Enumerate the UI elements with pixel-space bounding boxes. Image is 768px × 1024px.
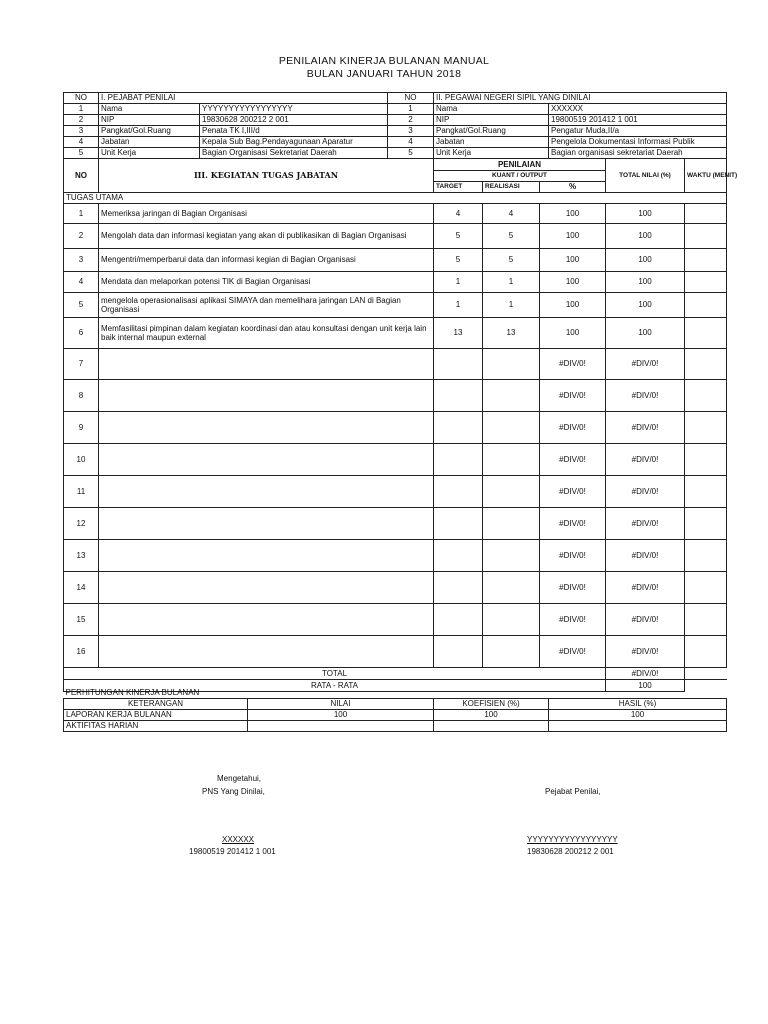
pegawai-field-label: Pangkat/Gol.Ruang xyxy=(434,126,549,137)
calculation-row xyxy=(64,720,727,731)
task-realisasi: 4 xyxy=(483,204,540,223)
task-realisasi: 5 xyxy=(483,224,540,248)
calculation-header: KOEFISIEN (%) xyxy=(434,698,549,709)
task-row xyxy=(64,508,727,540)
identity-row xyxy=(64,115,727,126)
task-realisasi: 5 xyxy=(483,249,540,271)
identity-no: 3 xyxy=(388,126,434,137)
calculation-keterangan: AKTIFITAS HARIAN xyxy=(64,720,248,731)
task-percent: #DIV/0! xyxy=(559,422,586,432)
pejabat-field-value: 19830628 200212 2 001 xyxy=(200,115,388,126)
task-target xyxy=(434,604,483,635)
task-no: 5 xyxy=(64,293,99,318)
task-kuant xyxy=(434,412,606,444)
task-waktu xyxy=(685,412,727,444)
pejabat-nip: 19830628 200212 2 001 xyxy=(527,847,614,856)
task-target: 1 xyxy=(434,272,483,292)
task-realisasi xyxy=(483,508,540,539)
task-percent: 100 xyxy=(565,231,580,241)
task-waktu xyxy=(685,224,727,249)
task-percent: #DIV/0! xyxy=(559,646,586,656)
task-row xyxy=(64,204,727,224)
pegawai-field-value: Bagian organisasi sekretariat Daerah xyxy=(549,148,727,159)
task-realisasi xyxy=(483,349,540,379)
task-realisasi: 1 xyxy=(483,272,540,292)
task-target: 5 xyxy=(434,224,483,248)
task-waktu xyxy=(685,636,727,668)
identity-no: 2 xyxy=(388,115,434,126)
pegawai-field-value: Pengatur Muda,II/a xyxy=(549,126,727,137)
task-target xyxy=(434,380,483,411)
task-no: 4 xyxy=(64,272,99,293)
no-header: NO xyxy=(388,93,434,104)
task-kegiatan xyxy=(99,476,434,508)
task-no: 7 xyxy=(64,349,99,380)
task-target xyxy=(434,636,483,667)
task-kuant xyxy=(434,508,606,540)
identity-row xyxy=(64,148,727,159)
task-kegiatan: mengelola operasionalisasi aplikasi SIMAYA dan memelihara jaringan LAN di Bagian Organisasi xyxy=(99,293,434,318)
calculation-koefisien: 100 xyxy=(434,709,549,720)
task-kuant xyxy=(434,224,606,249)
calculation-header: KETERANGAN xyxy=(64,698,248,709)
task-row xyxy=(64,318,727,349)
task-percent: #DIV/0! xyxy=(559,582,586,592)
calculation-table xyxy=(63,687,727,732)
task-waktu xyxy=(685,380,727,412)
pejabat-field-label: Unit Kerja xyxy=(99,148,200,159)
task-row xyxy=(64,293,727,318)
task-percent: 100 xyxy=(565,328,580,338)
identity-row xyxy=(64,126,727,137)
task-percent: #DIV/0! xyxy=(559,390,586,400)
pejabat-field-value: Kepala Sub Bag.Pendayagunaan Aparatur xyxy=(200,137,388,148)
task-realisasi: 13 xyxy=(483,318,540,348)
kuant-subheader xyxy=(434,182,606,193)
task-target xyxy=(434,349,483,379)
task-kegiatan xyxy=(99,444,434,476)
total-label: TOTAL xyxy=(64,668,606,680)
task-kuant xyxy=(434,272,606,293)
identity-no: 4 xyxy=(388,137,434,148)
identity-row xyxy=(64,104,727,115)
task-target: 1 xyxy=(434,293,483,317)
total-empty xyxy=(685,668,727,680)
task-kegiatan xyxy=(99,412,434,444)
task-realisasi: 1 xyxy=(483,293,540,317)
identity-no: 2 xyxy=(64,115,99,126)
task-total-nilai: 100 xyxy=(606,293,685,318)
task-kegiatan xyxy=(99,349,434,380)
task-kegiatan: Memfasilitasi pimpinan dalam kegiatan koordinasi dan atau konsultasi dengan unit kerja lain baik internal maupun external xyxy=(99,318,434,349)
task-row xyxy=(64,412,727,444)
task-kegiatan xyxy=(99,604,434,636)
calculation-keterangan: LAPORAN KERJA BULANAN xyxy=(64,709,248,720)
pejabat-field-value: Penata TK I,III/d xyxy=(200,126,388,137)
total-nilai-header: TOTAL NILAI (%) xyxy=(606,159,685,193)
task-total-nilai: 100 xyxy=(606,272,685,293)
task-percent: #DIV/0! xyxy=(559,614,586,624)
task-kegiatan: Mengolah data dan informasi kegiatan yang akan di publikasikan di Bagian Organisasi xyxy=(99,224,434,249)
task-no: 6 xyxy=(64,318,99,349)
task-target xyxy=(434,476,483,507)
task-waktu xyxy=(685,293,727,318)
task-kegiatan xyxy=(99,636,434,668)
task-no: 2 xyxy=(64,224,99,249)
task-realisasi xyxy=(483,476,540,507)
task-target: 13 xyxy=(434,318,483,348)
task-total-nilai: #DIV/0! xyxy=(606,380,685,412)
rata-value: 100 xyxy=(606,680,685,692)
task-target xyxy=(434,572,483,603)
task-kuant xyxy=(434,380,606,412)
calculation-koefisien xyxy=(434,720,549,731)
task-percent: 100 xyxy=(565,300,580,310)
task-no: 1 xyxy=(64,204,99,224)
task-row xyxy=(64,636,727,668)
task-kegiatan xyxy=(99,572,434,604)
task-kegiatan: Memeriksa jaringan di Bagian Organisasi xyxy=(99,204,434,224)
target-header: TARGET xyxy=(434,182,483,191)
task-total-nilai: #DIV/0! xyxy=(606,412,685,444)
task-total-nilai: #DIV/0! xyxy=(606,349,685,380)
task-kuant xyxy=(434,204,606,224)
pejabat-header: I. PEJABAT PENILAI xyxy=(99,93,388,104)
pns-name: XXXXXX xyxy=(222,835,255,844)
task-kegiatan xyxy=(99,540,434,572)
task-realisasi xyxy=(483,380,540,411)
task-target xyxy=(434,540,483,571)
task-no: 9 xyxy=(64,412,99,444)
task-no: 3 xyxy=(64,249,99,272)
task-total-nilai: #DIV/0! xyxy=(606,476,685,508)
pegawai-field-value: Pengelola Dokumentasi Informasi Publik xyxy=(549,137,727,148)
waktu-header: WAKTU (MENIT) xyxy=(685,159,727,193)
task-no: 10 xyxy=(64,444,99,476)
task-waktu xyxy=(685,604,727,636)
task-row xyxy=(64,224,727,249)
task-total-nilai: #DIV/0! xyxy=(606,572,685,604)
task-percent: #DIV/0! xyxy=(559,359,586,369)
task-kuant xyxy=(434,604,606,636)
task-no: 11 xyxy=(64,476,99,508)
no-header: NO xyxy=(64,93,99,104)
task-waktu xyxy=(685,272,727,293)
calculation-header-row xyxy=(64,698,727,709)
task-row xyxy=(64,272,727,293)
task-realisasi xyxy=(483,412,540,443)
task-row xyxy=(64,380,727,412)
identity-no: 1 xyxy=(64,104,99,115)
task-waktu xyxy=(685,249,727,272)
calculation-row xyxy=(64,709,727,720)
task-percent: #DIV/0! xyxy=(559,454,586,464)
section-label: TUGAS UTAMA xyxy=(64,193,727,204)
task-row xyxy=(64,249,727,272)
task-header-row xyxy=(64,159,727,171)
task-kuant xyxy=(434,249,606,272)
task-total-nilai: #DIV/0! xyxy=(606,604,685,636)
pns-dinilai-label: PNS Yang Dinilai, xyxy=(202,787,265,796)
calculation-nilai xyxy=(248,720,434,731)
pejabat-penilai-label: Pejabat Penilai, xyxy=(545,787,601,796)
evaluation-table xyxy=(63,92,738,692)
task-kuant xyxy=(434,540,606,572)
identity-no: 1 xyxy=(388,104,434,115)
task-target xyxy=(434,444,483,475)
calculation-title: PERHITUNGAN KINERJA BULANAN xyxy=(64,687,727,698)
identity-no: 4 xyxy=(64,137,99,148)
task-percent: #DIV/0! xyxy=(559,518,586,528)
task-kuant xyxy=(434,293,606,318)
task-no: 16 xyxy=(64,636,99,668)
task-target: 5 xyxy=(434,249,483,271)
pns-nip: 19800519 201412 1 001 xyxy=(189,847,276,856)
document-subtitle: BULAN JANUARI TAHUN 2018 xyxy=(306,68,462,80)
task-kuant xyxy=(434,318,606,349)
task-no: 13 xyxy=(64,540,99,572)
pegawai-field-label: Jabatan xyxy=(434,137,549,148)
identity-no: 5 xyxy=(64,148,99,159)
task-waktu xyxy=(685,572,727,604)
task-realisasi xyxy=(483,444,540,475)
task-waktu xyxy=(685,349,727,380)
pegawai-field-value: 19800519 201412 1 001 xyxy=(549,115,727,126)
task-no: 8 xyxy=(64,380,99,412)
task-realisasi xyxy=(483,540,540,571)
task-row xyxy=(64,572,727,604)
calculation-header: NILAI xyxy=(248,698,434,709)
task-target xyxy=(434,412,483,443)
total-row xyxy=(64,668,727,680)
pejabat-field-label: Nama xyxy=(99,104,200,115)
calculation-hasil: 100 xyxy=(549,709,727,720)
task-row xyxy=(64,604,727,636)
task-row xyxy=(64,476,727,508)
pegawai-field-label: NIP xyxy=(434,115,549,126)
kegiatan-header: III. KEGIATAN TUGAS JABATAN xyxy=(99,159,434,193)
section-row xyxy=(64,193,727,204)
pegawai-field-label: Unit Kerja xyxy=(434,148,549,159)
task-kuant xyxy=(434,572,606,604)
task-row xyxy=(64,349,727,380)
task-row xyxy=(64,540,727,572)
pejabat-field-value: Bagian Organisasi Sekretariat Daerah xyxy=(200,148,388,159)
task-realisasi xyxy=(483,572,540,603)
task-kegiatan: Mendata dan melaporkan potensi TIK di Bagian Organisasi xyxy=(99,272,434,293)
kuant-output-header: KUANT / OUTPUT xyxy=(434,171,606,182)
identity-no: 3 xyxy=(64,126,99,137)
task-waktu xyxy=(685,444,727,476)
task-no: 15 xyxy=(64,604,99,636)
identity-header-row xyxy=(64,93,727,104)
task-waktu xyxy=(685,540,727,572)
calculation-nilai: 100 xyxy=(248,709,434,720)
task-percent: 100 xyxy=(565,255,580,265)
task-waktu xyxy=(685,476,727,508)
task-realisasi xyxy=(483,604,540,635)
task-total-nilai: 100 xyxy=(606,318,685,349)
task-target: 4 xyxy=(434,204,483,223)
penilaian-header: PENILAIAN xyxy=(434,159,606,171)
identity-row xyxy=(64,137,727,148)
task-percent: #DIV/0! xyxy=(559,550,586,560)
task-kuant xyxy=(434,476,606,508)
task-realisasi xyxy=(483,636,540,667)
pegawai-field-label: Nama xyxy=(434,104,549,115)
pejabat-field-value: YYYYYYYYYYYYYYYYY xyxy=(200,104,388,115)
rata-label: RATA - RATA xyxy=(64,680,606,692)
task-target xyxy=(434,508,483,539)
total-value: #DIV/0! xyxy=(606,668,685,680)
calculation-hasil xyxy=(549,720,727,731)
realisasi-header: REALISASI xyxy=(483,182,540,191)
task-waktu xyxy=(685,318,727,349)
task-kuant xyxy=(434,444,606,476)
task-kegiatan: Mengentri/memperbarui data dan informasi kegian di Bagian Organisasi xyxy=(99,249,434,272)
pegawai-header: II. PEGAWAI NEGERI SIPIL YANG DINILAI xyxy=(434,93,727,104)
task-total-nilai: #DIV/0! xyxy=(606,508,685,540)
task-no-header: NO xyxy=(64,159,99,193)
task-total-nilai: #DIV/0! xyxy=(606,636,685,668)
task-total-nilai: #DIV/0! xyxy=(606,444,685,476)
pejabat-field-label: NIP xyxy=(99,115,200,126)
task-total-nilai: 100 xyxy=(606,224,685,249)
task-waktu xyxy=(685,508,727,540)
task-kuant xyxy=(434,349,606,380)
task-kuant xyxy=(434,636,606,668)
task-kegiatan xyxy=(99,380,434,412)
task-percent: 100 xyxy=(565,208,580,218)
task-no: 14 xyxy=(64,572,99,604)
task-row xyxy=(64,444,727,476)
task-kegiatan xyxy=(99,508,434,540)
percent-header: % xyxy=(568,182,577,192)
task-no: 12 xyxy=(64,508,99,540)
identity-no: 5 xyxy=(388,148,434,159)
task-total-nilai: #DIV/0! xyxy=(606,540,685,572)
pejabat-field-label: Pangkat/Gol.Ruang xyxy=(99,126,200,137)
calculation-header: HASIL (%) xyxy=(549,698,727,709)
pejabat-name: YYYYYYYYYYYYYYYYY xyxy=(527,835,618,844)
pejabat-field-label: Jabatan xyxy=(99,137,200,148)
document-title: PENILAIAN KINERJA BULANAN MANUAL xyxy=(278,55,490,67)
task-percent: #DIV/0! xyxy=(559,486,586,496)
task-total-nilai: 100 xyxy=(606,249,685,272)
task-total-nilai: 100 xyxy=(606,204,685,224)
pegawai-field-value: XXXXXX xyxy=(549,104,727,115)
mengetahui-label: Mengetahui, xyxy=(217,774,262,783)
task-percent: 100 xyxy=(565,277,580,287)
task-waktu xyxy=(685,204,727,224)
